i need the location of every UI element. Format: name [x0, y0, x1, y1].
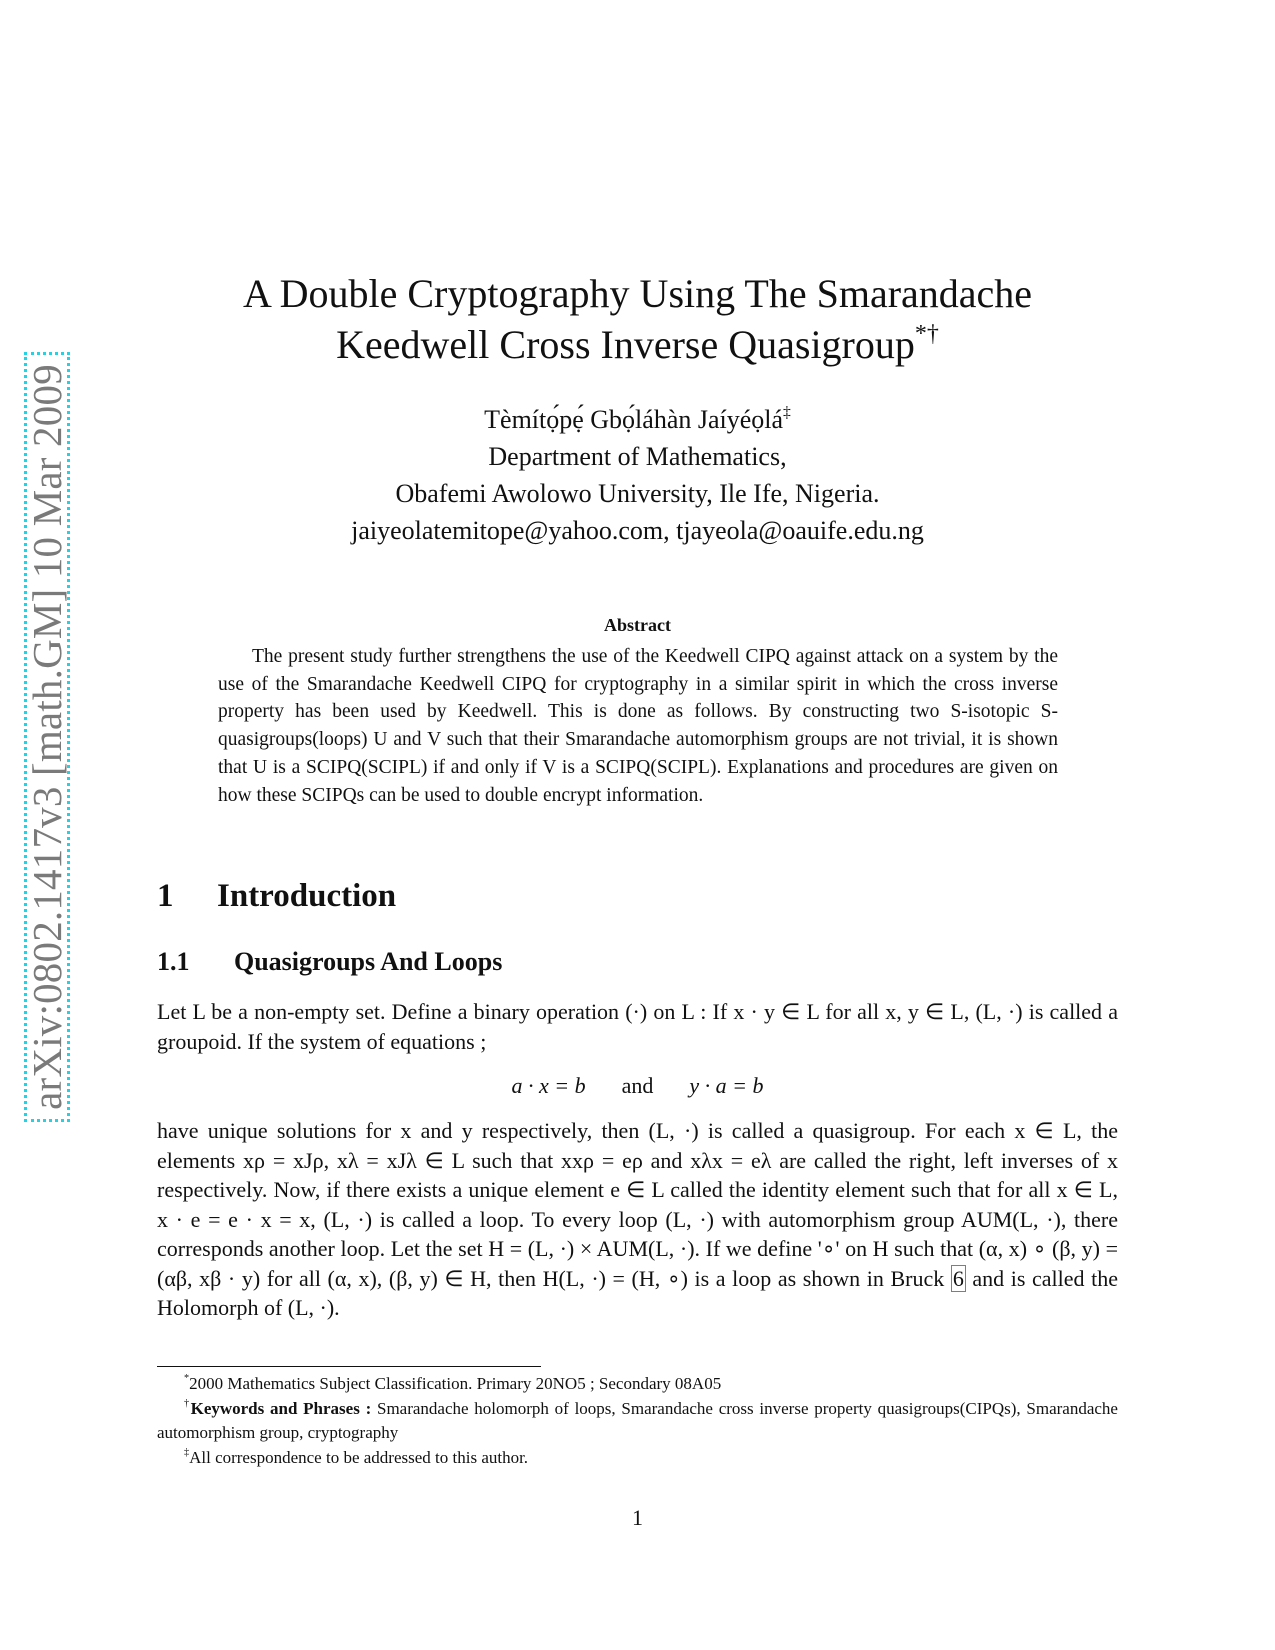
- section-title: Introduction: [217, 878, 397, 914]
- abstract-text: The present study further strengthens the use of the Keedwell CIPQ against attack on a system by the use of the Smarandache Keedwell CIPQ for cryptography in a similar spirit in which the cross inverse property has been used by Keedwell. This is done as follows. By constructing two S-isotopic S-quasigroups(loops) U and V such that their Smarandache automorphism groups are not trivial, it is shown that U is a SCIPQ(SCIPL) if and only if V is a SCIPQ(SCIPL). Explanations and procedures are given on how these SCIPQs can be used to double encrypt information.: [218, 646, 1058, 806]
- author-emails: jaiyeolatemitope@yahoo.com, tjayeola@oauife.edu.ng: [351, 516, 924, 545]
- equation-right: y · a = b: [689, 1073, 764, 1098]
- paragraph-text: have unique solutions for x and y respectively, then (L, ·) is called a quasigroup. For each x ∈ L, the elements xρ = xJρ, xλ = xJλ ∈ L such that xxρ = eρ and xλx = eλ are called the right, left inverses of x respectively. Now, if there exists a unique element e ∈ L called the identity element such that for all x ∈ L, x · e = e · x = x, (L, ·) is called a loop. To every loop (L, ·) with automorphism group AUM(L, ·), there corresponds another loop. Let the set H = (L, ·) × AUM(L, ·). If we define '∘' on H such that (α, x) ∘ (β, y) = (αβ, xβ · y) for all (α, x), (β, y) ∈ H, then H(L, ·) = (H, ∘) is a loop as shown in Bruck: [157, 1118, 1118, 1291]
- subsection-heading: [157, 947, 502, 977]
- footnote-msc: *2000 Mathematics Subject Classification. Primary 20NO5 ; Secondary 08A05: [184, 1373, 722, 1393]
- footnotes: [157, 1372, 1118, 1470]
- section-number: 1: [157, 878, 174, 914]
- paragraph-quasigroup-loop: [157, 1116, 1118, 1323]
- paper-title: [157, 268, 1118, 370]
- title-footnote-marks: *†: [914, 321, 939, 348]
- equation-left: a · x = b: [511, 1073, 586, 1098]
- footnote-keywords: †Keywords and Phrases : Smarandache holomorph of loops, Smarandache cross inverse property quasigroups(CIPQs), Smarandache automorphism group, cryptography: [157, 1397, 1118, 1442]
- subsection-title: Quasigroups And Loops: [234, 947, 503, 976]
- paragraph-text-end: and is called the Holomorph of (L, ·).: [157, 1265, 1119, 1320]
- title-line-1: A Double Cryptography Using The Smarandache: [242, 271, 1033, 316]
- paragraph-groupoid-definition: Let L be a non-empty set. Define a binary operation (·) on L : If x · y ∈ L for all x, y ∈ L, (L, ·) is called a groupoid. If the system of equations ;: [157, 999, 1118, 1054]
- author-institution: Obafemi Awolowo University, Ile Ife, Nigeria.: [395, 479, 880, 508]
- abstract-heading: Abstract: [604, 615, 671, 635]
- section-heading: [157, 878, 396, 915]
- footnote-correspondence: ‡All correspondence to be addressed to this author.: [184, 1446, 529, 1467]
- author-block: [157, 401, 1118, 549]
- author-name: Tèmítọ́pẹ́ Gbọ́láhàn Jaíyéọlá‡: [484, 403, 791, 434]
- subsection-number: 1.1: [157, 947, 190, 976]
- equation-connector: and: [621, 1073, 654, 1098]
- arxiv-stamp-text: arXiv:0802.1417v3 [math.GM] 10 Mar 2009: [24, 364, 70, 1110]
- citation-link[interactable]: 6: [952, 1265, 964, 1291]
- title-line-2: Keedwell Cross Inverse Quasigroup*†: [336, 321, 939, 367]
- footnote-rule: [157, 1366, 541, 1367]
- keywords-label: Keywords and Phrases :: [190, 1398, 372, 1418]
- page-number: 1: [632, 1505, 643, 1530]
- author-footnote-mark: ‡: [783, 403, 791, 421]
- author-department: Department of Mathematics,: [488, 442, 787, 471]
- display-equation: [157, 1073, 1118, 1099]
